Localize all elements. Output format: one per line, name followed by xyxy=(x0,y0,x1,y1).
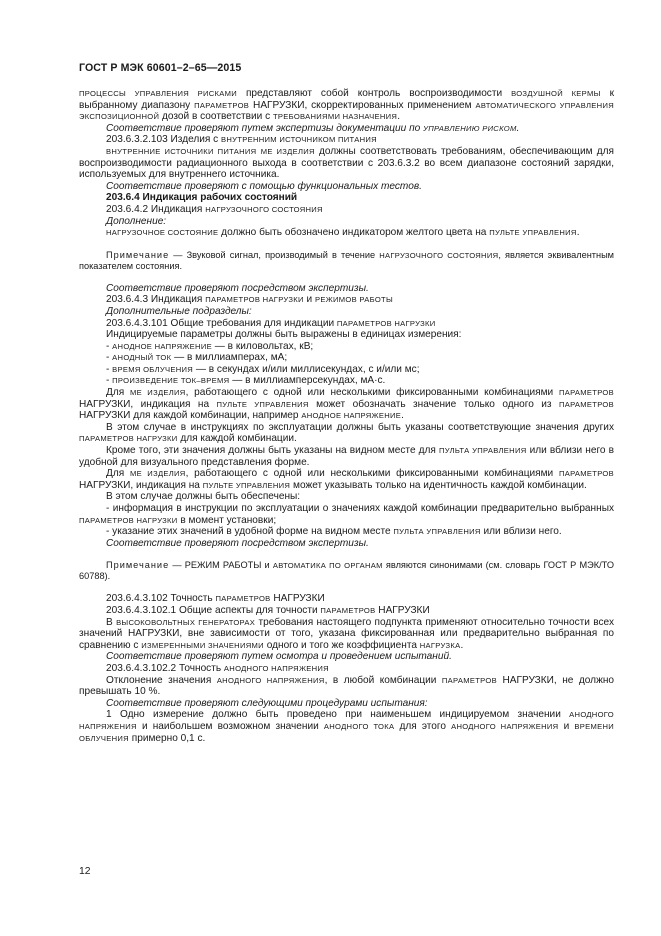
para-hv-generators: В ВЫСОКОВОЛЬТНЫХ ГЕНЕРАТОРАХ требования настоящего подпункта применяют относительно точности всех значений НАГРУЗКИ, вне зависимости от того, указана фиксированная или предварительно выбранная по сравнению с ИЗМЕРЕННЫМИ ЗНАЧЕНИЯМИ одного и того же коэффициента НАГРУЗКА. xyxy=(79,616,614,651)
para-instructions-values: В этом случае в инструкциях по эксплуатации должны быть указаны соответствующие значения других ПАРАМЕТРОВ НАГРУЗКИ для каждой комбинации. xyxy=(79,421,614,445)
clause-203-6-4-2: 203.6.4.2 Индикация НАГРУЗОЧНОГО СОСТОЯНИЯ xyxy=(106,203,323,215)
note-2: Примечание — РЕЖИМ РАБОТЫ и АВТОМАТИКА ПО ОРГАНАМ являются синонимами (см. словарь ГОСТ Р МЭК/ТО 60788). xyxy=(79,560,615,582)
note-1: Примечание — Звуковой сигнал, производимый в течение НАГРУЗОЧНОГО СОСТОЯНИЯ, является эквивалентным показателем состояния. xyxy=(79,249,614,271)
clause-203-6-3-2-103: 203.6.3.2.103 Изделия с ВНУТРЕННИМ ИСТОЧНИКОМ ПИТАНИЯ xyxy=(106,134,377,146)
list-item-information: - информация в инструкции по эксплуатации о значениях каждой комбинации предварительно выбранных ПАРАМЕТРОВ НАГРУЗКИ в момент установки; xyxy=(79,503,614,526)
list-item-indication: - указание этих значений в удобной форме на видном месте ПУЛЬТА УПРАВЛЕНИЯ или вблизи него. xyxy=(106,526,562,538)
para-fixed-combinations-1: Для МЕ ИЗДЕЛИЯ, работающего с одной или несколькими фиксированными комбинациями ПАРАМЕТРОВ НАГРУЗКИ, индикация на ПУЛЬТЕ УПРАВЛЕНИЯ может обозначать значение только одного из ПАРАМЕТРОВ НАГРУЗКИ для каждой комбинации, например АНОДНОЕ НАПРЯЖЕНИЕ. xyxy=(79,387,614,422)
compliance-5: Соответствие проверяют путем осмотра и проведением испытаний. xyxy=(106,651,452,663)
compliance-2: Соответствие проверяют с помощью функциональных тестов. xyxy=(106,180,422,192)
page-header-title: ГОСТ Р МЭК 60601–2–65—2015 xyxy=(79,62,242,74)
clause-203-6-4-3: 203.6.4.3 Индикация ПАРАМЕТРОВ НАГРУЗКИ и РЕЖИМОВ РАБОТЫ xyxy=(106,294,393,306)
para-loading-state: НАГРУЗОЧНОЕ СОСТОЯНИЕ должно быть обозначено индикатором желтого цвета на ПУЛЬТЕ УПРАВЛЕНИЯ. xyxy=(106,227,580,239)
compliance-6: Соответствие проверяют следующими процедурами испытания: xyxy=(106,697,428,709)
para-1: ПРОЦЕССЫ УПРАВЛЕНИЯ РИСКАМИ представляют собой контроль воспроизводимости ВОЗДУШНОЙ КЕРМЫ к выбранному диапазону ПАРАМЕТРОВ НАГРУЗКИ, скорректированных применением АВТОМАТИЧЕСКОГО УПРАВЛЕНИЯ ЭКСПОЗИЦИОННОЙ дозой в соответствии с ТРЕБОВАНИЯМИ НАЗНАЧЕНИЯ. xyxy=(79,88,614,123)
para-internal-power: ВНУТРЕННИЕ ИСТОЧНИКИ ПИТАНИЯ МЕ ИЗДЕЛИЯ должны соответствовать требованиям, обеспечивающим для воспроизводимости радиационного выхода в соответствии с 203.6.3.2 во всем диапазоне состояний зарядки, используемых для внутреннего источника. xyxy=(79,145,615,181)
list-item-anode-voltage: - АНОДНОЕ НАПРЯЖЕНИЕ — в киловольтах, кВ; xyxy=(106,340,314,352)
list-item-anode-current: - АНОДНЫЙ ТОК — в миллиамперах, мА; xyxy=(106,352,288,364)
clause-203-6-4-3-102-1: 203.6.4.3.102.1 Общие аспекты для точности ПАРАМЕТРОВ НАГРУЗКИ xyxy=(106,604,430,616)
compliance-3: Соответствие проверяют посредством экспертизы. xyxy=(106,282,369,294)
document-body xyxy=(79,88,614,744)
addition-label: Дополнение: xyxy=(106,215,167,227)
compliance-4: Соответствие проверяют посредством экспертизы. xyxy=(106,537,369,549)
list-item-exposure-time: - ВРЕМЯ ОБЛУЧЕНИЯ — в секундах и/или миллисекундах, с и/или мс; xyxy=(106,363,420,375)
para-fixed-combinations-2: Для МЕ ИЗДЕЛИЯ, работающего с одной или несколькими фиксированными комбинациями ПАРАМЕТРОВ НАГРУЗКИ, индикация на ПУЛЬТЕ УПРАВЛЕНИЯ может указывать только на идентичность каждой комбинации. xyxy=(79,468,614,491)
para-measurement-1: 1 Одно измерение должно быть проведено при наименьшем индицируемом значении АНОДНОГО НАПРЯЖЕНИЯ и наибольшем возможном значении АНОДНОГО ТОКА для этого АНОДНОГО НАПРЯЖЕНИЯ и ВРЕМЕНИ ОБЛУЧЕНИЯ примерно 0,1 с. xyxy=(79,709,614,744)
compliance-1: Соответствие проверяют путем экспертизы документации по УПРАВЛЕНИЮ РИСКОМ. xyxy=(106,122,520,134)
additional-subclauses-label: Дополнительные подразделы: xyxy=(106,305,252,317)
clause-203-6-4-3-102: 203.6.4.3.102 Точность ПАРАМЕТРОВ НАГРУЗКИ xyxy=(106,593,325,605)
list-item-current-time-product: - ПРОИЗВЕДЕНИЕ ТОК–ВРЕМЯ — в миллиамперсекундах, мА·с. xyxy=(106,375,386,387)
para-deviation: Отклонение значения АНОДНОГО НАПРЯЖЕНИЯ, в любой комбинации ПАРАМЕТРОВ НАГРУЗКИ, не должно превышать 10 %. xyxy=(79,674,615,698)
clause-203-6-4: 203.6.4 Индикация рабочих состояний xyxy=(106,192,298,204)
para-visible-place: Кроме того, эти значения должны быть указаны на видном месте для ПУЛЬТА УПРАВЛЕНИЯ или вблизи него в удобной для визуального представления форме. xyxy=(79,445,614,468)
page-number: 12 xyxy=(79,866,91,877)
clause-203-6-4-3-102-2: 203.6.4.3.102.2 Точность АНОДНОГО НАПРЯЖЕНИЯ xyxy=(106,662,329,674)
para-units: Индицируемые параметры должны быть выражены в единицах измерения: xyxy=(106,329,462,341)
para-must-provide: В этом случае должны быть обеспечены: xyxy=(106,491,301,503)
clause-203-6-4-3-101: 203.6.4.3.101 Общие требования для индикации ПАРАМЕТРОВ НАГРУЗКИ xyxy=(106,317,436,329)
